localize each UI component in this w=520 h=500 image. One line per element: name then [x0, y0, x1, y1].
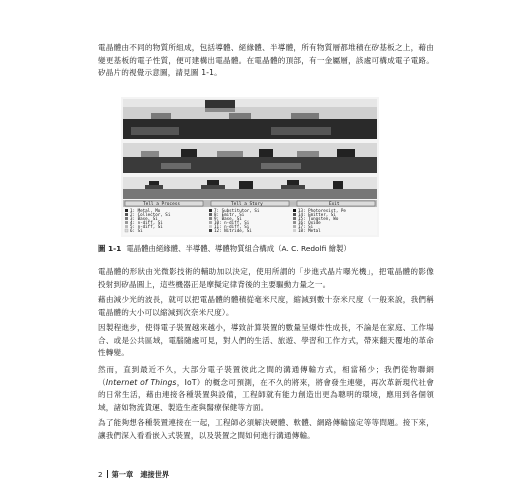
paragraph-iot: 然而，直到最近不久，大部分電子裝置彼此之間的溝通傳輸方式，相當稀少；我們從物聯網（Internet of Things，IoT）的概念可預測，在不久的將來，將會發生連變，再次革新現代社會的日常生活，藉由連接各種裝置與設備，工程師就有能力創造出更為聰明的環境，應用到各個領域，諸如物流貨運、製造生產與醫療保健等方面。	[98, 365, 434, 412]
svg-text:1: Metal, Mo: 1: Metal, Mo	[130, 208, 161, 213]
svg-text:5: n-diff, Si: 5: n-diff, Si	[130, 224, 163, 229]
caption-text: 電晶體由絕緣體、半導體、導體物質組合構成（A. C. Redolfi 繪製）	[126, 244, 351, 253]
svg-text:7: Substitutor, Si: 7: Substitutor, Si	[214, 208, 260, 213]
svg-text:6: Si: 6: Si	[130, 228, 143, 233]
caption-label: 圖 1-1	[98, 244, 122, 253]
paragraph-wavelength: 藉由減少光的波長，就可以把電晶體的體積從毫米尺度，縮減到數十奈米尺度（一般來說，我們稱電晶體的大小可以縮減到次奈米尺度）。	[98, 295, 434, 317]
svg-text:14: Emitter, Si: 14: Emitter, Si	[298, 212, 336, 217]
tell-story-label: Tell a Story	[231, 202, 263, 207]
svg-text:12: Nitride, Si: 12: Nitride, Si	[214, 228, 252, 233]
figure-caption	[98, 243, 434, 254]
exit-label: Exit	[329, 202, 340, 207]
paragraph-lithography: 電晶體的形狀由光微影技術的輔助加以決定，使用所謂的「步進式晶片曝光機」，把電晶體的影像投射到矽晶圓上，這些機器正是摩擬定律背後的主要驅動力量之一。	[98, 267, 434, 289]
iot-term: Internet of Things	[105, 377, 177, 387]
page-footer	[98, 470, 169, 480]
footer-separator	[107, 470, 108, 478]
chapter-title: 第一章 連接世界	[111, 470, 170, 479]
svg-text:17: Si: 17: Si	[298, 224, 314, 229]
transistor-illustration	[121, 97, 379, 237]
svg-text:4: n-diff, Si: 4: n-diff, Si	[130, 220, 163, 225]
svg-text:8: Emitr, Si: 8: Emitr, Si	[214, 212, 245, 217]
svg-text:18: Metal: 18: Metal	[298, 228, 321, 233]
svg-text:2: Collector, Si: 2: Collector, Si	[130, 212, 171, 217]
svg-text:13: Photoresist, Pe: 13: Photoresist, Pe	[298, 208, 346, 213]
paragraph-intro: 電晶體由不同的物質所組成，包括導體、絕緣體、半導體，所有物質層都堆積在矽基板之上，藉由變更基板的電子性質，便可建構出電晶體。在電晶體的頂部，有一金屬層，該處可構成電子電路。矽晶片的視覺示意圖，請見圖 1-1。	[98, 43, 434, 78]
svg-text:10: n-diff, Si: 10: n-diff, Si	[214, 220, 250, 225]
paragraph-devices: 因製程進步，使得電子裝置越來越小，導致計算裝置的數量呈爆炸性成長，不論是在家庭、工作場合、或是公共區域，電腦隨處可見，對人們的生活、旅遊、學習和工作方式，帶來翻天覆地的革命性轉變。	[98, 323, 434, 358]
paragraph-connect: 為了能夠想各種裝置連接在一起，工程師必須解決硬體、軟體、網路傳輸協定等等問題。接下來，讓我們深入看看嵌入式裝置，以及裝置之間如何進行溝通傳輸。	[98, 418, 434, 440]
svg-text:11: n-diff, Si: 11: n-diff, Si	[214, 224, 250, 229]
svg-text:16: Oxide: 16: Oxide	[298, 220, 321, 225]
svg-text:9: Base, Si: 9: Base, Si	[214, 216, 242, 221]
tell-process-label: Tell a Process	[143, 202, 181, 207]
page-number: 2	[98, 470, 103, 479]
svg-text:15: Tungsten, Wo: 15: Tungsten, Wo	[298, 216, 339, 221]
svg-text:3: Base, Si: 3: Base, Si	[130, 216, 158, 221]
transistor-figure	[121, 97, 379, 237]
